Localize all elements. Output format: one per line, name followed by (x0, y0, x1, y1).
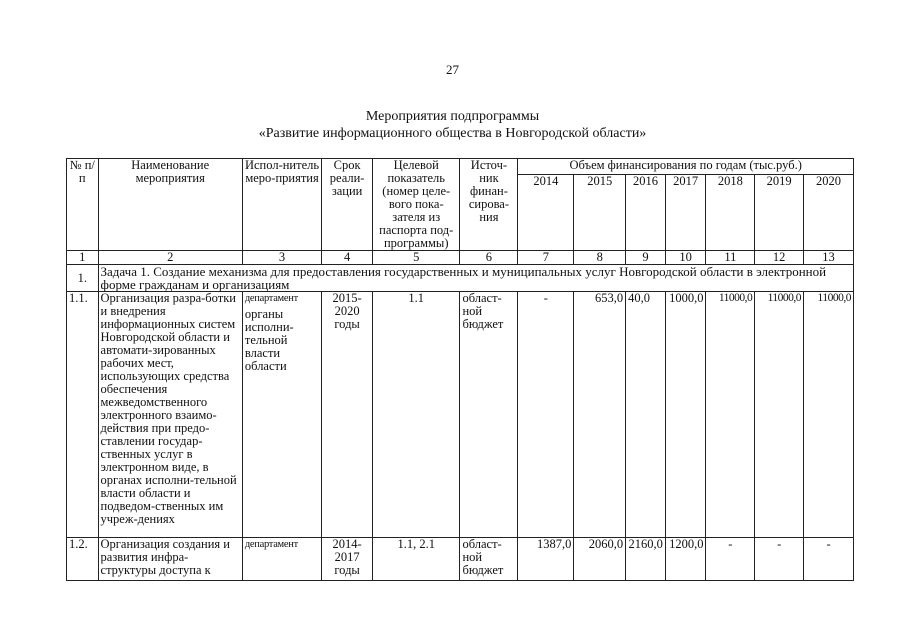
row-target: 1.1 (373, 292, 460, 538)
task-text: Задача 1. Создание механизма для предоставления государственных и муниципальных услуг Новгородской области в электронной форме гражданам и организациям (98, 265, 853, 292)
row-value-2015: 653,0 (574, 292, 626, 538)
column-number: 9 (626, 251, 666, 265)
row-name (98, 538, 242, 581)
row-value-2017: 1200,0 (665, 538, 706, 581)
header-row-1 (67, 159, 854, 175)
title-line-1: Мероприятия подпрограммы (365, 109, 540, 124)
header-financing: Объем финансирования по годам (тыс.руб.) (518, 159, 854, 175)
row-source: област-ной бюджет (460, 292, 518, 538)
row-executor (242, 292, 321, 538)
row-term: 2014-2017 годы (322, 538, 373, 581)
title-line-2: «Развитие информационного общества в Новгородской области» (258, 126, 647, 141)
task-number: 1. (67, 265, 99, 292)
row-source: област-ной бюджет (460, 538, 518, 581)
task-row (67, 265, 854, 292)
header-year: 2019 (755, 175, 804, 251)
row-term: 2015-2020 годы (322, 292, 373, 538)
row-target: 1.1, 2.1 (373, 538, 460, 581)
row-name: Организация разра-ботки и внедрения информационных систем Новгородской области и автомати-зированных рабочих мест, использующих средства обеспечения межведомственного электронного взаимо-действия при предо-ставлении государ-ственных услуг в электронном виде, в органах исполни-тельной власти области и подведом-ственных им учреж-дениях (98, 292, 242, 538)
row-value-2020: - (804, 538, 854, 581)
column-number-row (67, 251, 854, 265)
table-row (67, 292, 854, 538)
row-value-2017: 1000,0 (665, 292, 706, 538)
row-value-2018: 11000,0 (706, 292, 755, 538)
row-number: 1.1. (67, 292, 99, 538)
header-target: Целевой показатель (номер целе-вого пока-зателя из паспорта под-программы) (373, 159, 460, 251)
column-number: 8 (574, 251, 626, 265)
header-executor: Испол-нитель меро-приятия (242, 159, 321, 251)
row-name-text: Организация создания и развития инфра-структуры доступа к (100, 538, 230, 577)
header-year: 2018 (706, 175, 755, 251)
row-executor-secondary: органы исполни-тельной власти области (244, 307, 294, 373)
column-number: 6 (460, 251, 518, 265)
row-executor-primary: департамент (242, 538, 321, 581)
column-number: 2 (98, 251, 242, 265)
header-year: 2016 (626, 175, 666, 251)
row-value-2016: 40,0 (626, 292, 666, 538)
column-number: 1 (67, 251, 99, 265)
column-number: 7 (518, 251, 574, 265)
row-value-2018: - (706, 538, 755, 581)
column-number: 10 (665, 251, 706, 265)
document-title (0, 108, 905, 142)
column-number: 12 (755, 251, 804, 265)
header-term: Срок реали-зации (322, 159, 373, 251)
row-value-2015: 2060,0 (574, 538, 626, 581)
row-value-2016: 2160,0 (626, 538, 666, 581)
column-number: 4 (322, 251, 373, 265)
row-number: 1.2. (67, 538, 99, 581)
header-year: 2015 (574, 175, 626, 251)
row-executor-primary: департамент (244, 293, 298, 304)
table-row (67, 538, 854, 581)
page-number: 27 (446, 62, 459, 77)
column-number: 11 (706, 251, 755, 265)
header-name: Наименование мероприятия (98, 159, 242, 251)
header-source: Источ-ник финан-сирова-ния (460, 159, 518, 251)
header-year: 2020 (804, 175, 854, 251)
header-year: 2014 (518, 175, 574, 251)
row-value-2014: 1387,0 (518, 538, 574, 581)
column-number: 13 (804, 251, 854, 265)
row-value-2019: 11000,0 (755, 292, 804, 538)
column-number: 3 (242, 251, 321, 265)
header-year: 2017 (665, 175, 706, 251)
row-value-2014: - (518, 292, 574, 538)
activities-table (66, 158, 854, 581)
row-value-2019: - (755, 538, 804, 581)
column-number: 5 (373, 251, 460, 265)
header-num: № п/п (67, 159, 99, 251)
row-value-2020: 11000,0 (804, 292, 854, 538)
